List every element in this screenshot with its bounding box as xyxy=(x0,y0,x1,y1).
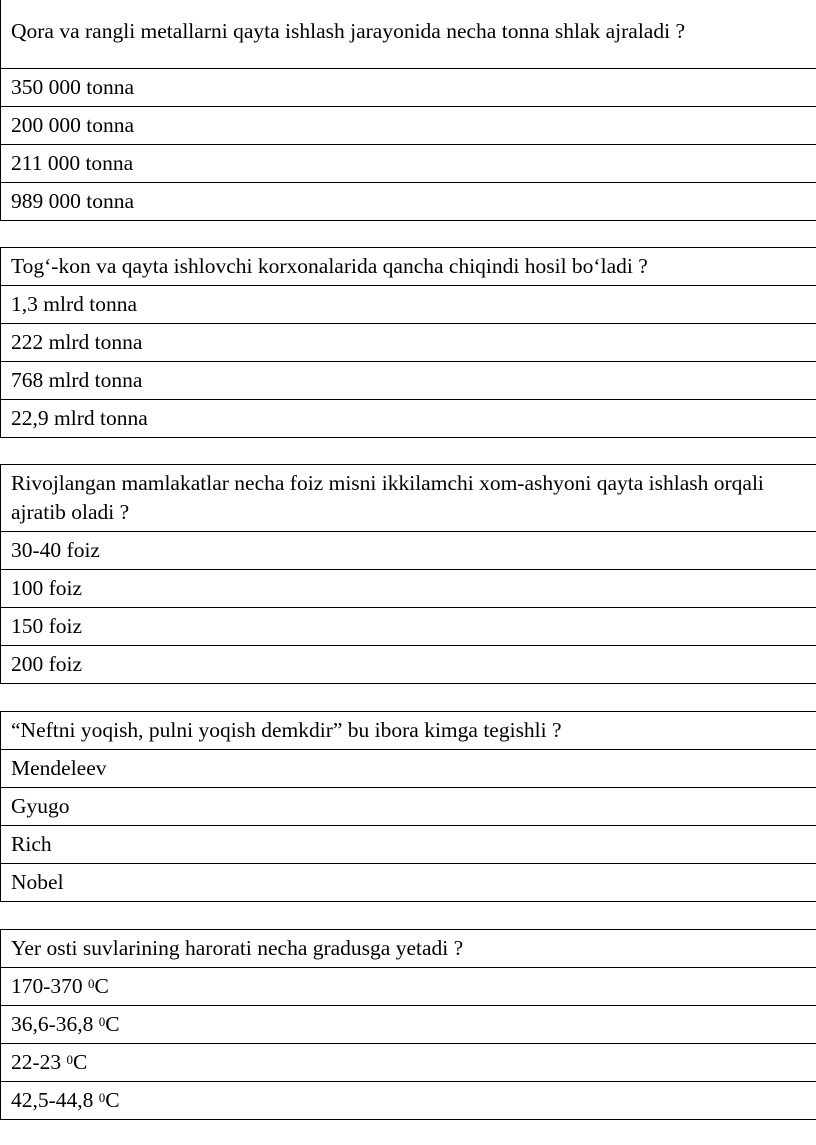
answer-option: Mendeleev xyxy=(1,750,816,788)
answer-option xyxy=(1,1044,816,1082)
degree-superscript: 0 xyxy=(98,1090,106,1105)
answer-option: 30-40 foiz xyxy=(1,532,816,570)
answer-option: 200 000 tonna xyxy=(1,107,816,145)
answer-unit: C xyxy=(105,1088,120,1112)
answer-option: Gyugo xyxy=(1,788,816,826)
question-block-5 xyxy=(0,929,816,1120)
answer-value: 22-23 xyxy=(11,1050,67,1074)
answer-value: 42,5-44,8 xyxy=(11,1088,99,1112)
answer-option xyxy=(1,1006,816,1044)
degree-superscript: 0 xyxy=(98,1014,106,1029)
question-block-2 xyxy=(0,247,816,438)
degree-superscript: 0 xyxy=(88,976,95,991)
question-text: Tog‘-kon va qayta ishlovchi korxonalarida qancha chiqindi hosil bo‘ladi ? xyxy=(1,248,816,286)
answer-option: 989 000 tonna xyxy=(1,183,816,221)
answer-option xyxy=(1,1082,816,1120)
answer-value: 36,6-36,8 xyxy=(11,1012,99,1036)
answer-option: 222 mlrd tonna xyxy=(1,324,816,362)
question-block-3 xyxy=(0,464,816,684)
question-text: Qora va rangli metallarni qayta ishlash jarayonida necha tonna shlak ajraladi ? xyxy=(1,0,816,69)
answer-option: 100 foiz xyxy=(1,570,816,608)
answer-option: 768 mlrd tonna xyxy=(1,362,816,400)
question-block-1 xyxy=(0,0,816,221)
answer-unit: C xyxy=(94,974,109,998)
answer-option: 150 foiz xyxy=(1,608,816,646)
answer-option: Nobel xyxy=(1,864,816,902)
answer-unit: C xyxy=(105,1012,120,1036)
question-block-4 xyxy=(0,711,816,902)
answer-option: 200 foiz xyxy=(1,646,816,684)
answer-option: 1,3 mlrd tonna xyxy=(1,286,816,324)
degree-superscript: 0 xyxy=(66,1052,74,1067)
answer-option: 350 000 tonna xyxy=(1,69,816,107)
answer-option: 22,9 mlrd tonna xyxy=(1,400,816,438)
answer-value: 170-370 xyxy=(11,974,89,998)
answer-unit: C xyxy=(73,1050,88,1074)
question-text: Yer osti suvlarining harorati necha gradusga yetadi ? xyxy=(1,930,816,968)
question-text xyxy=(1,465,816,532)
question-text-line-2: ajratib oladi ? xyxy=(11,500,130,524)
answer-option: Rich xyxy=(1,826,816,864)
answer-option xyxy=(1,968,816,1006)
answer-option: 211 000 tonna xyxy=(1,145,816,183)
question-text-line-1: Rivojlangan mamlakatlar necha foiz misni ikkilamchi xom-ashyoni qayta ishlash orqali xyxy=(11,471,764,495)
question-text: “Neftni yoqish, pulni yoqish demkdir” bu ibora kimga tegishli ? xyxy=(1,712,816,750)
